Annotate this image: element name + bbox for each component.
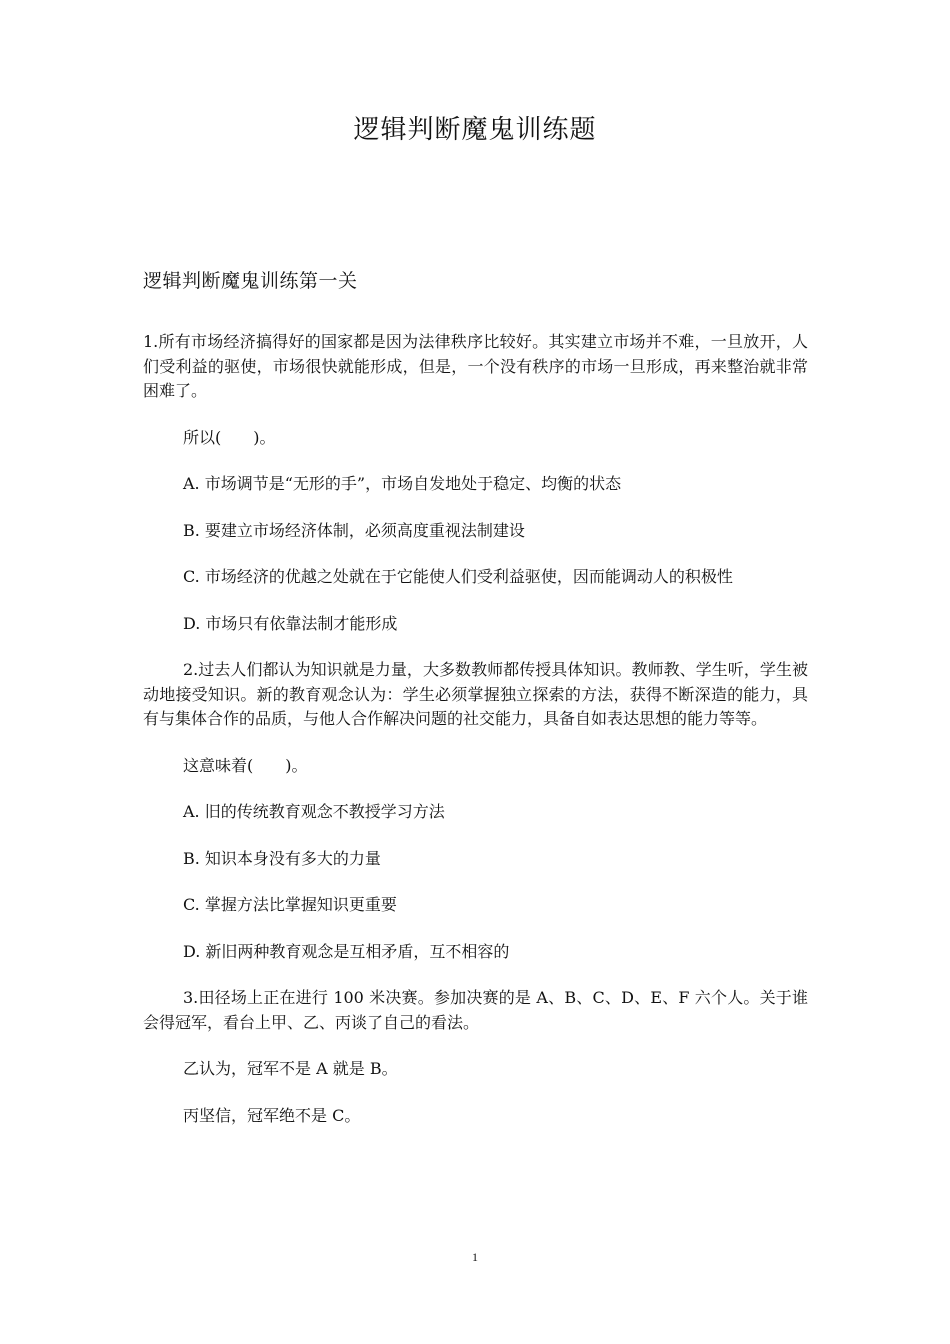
question-1-option-b: B. 要建立市场经济体制，必须高度重视法制建设 — [183, 520, 525, 540]
question-3-statement-yi: 乙认为，冠军不是 A 就是 B。 — [183, 1059, 398, 1078]
document-body — [143, 330, 808, 1150]
question-2-prompt: 这意味着( )。 — [183, 755, 308, 775]
question-2-option-c: C. 掌握方法比掌握知识更重要 — [183, 895, 397, 914]
question-2-option-b: B. 知识本身没有多大的力量 — [183, 848, 381, 868]
question-2-option-d: D. 新旧两种教育观念是互相矛盾，互不相容的 — [183, 941, 510, 961]
section-heading: 逻辑判断魔鬼训练第一关 — [143, 270, 358, 292]
question-3-stem: 3.田径场上正在进行 100 米决赛。参加决赛的是 A、B、C、D、E、F 六个人。关于谁会得冠军，看台上甲、乙、丙谈了自己的看法。 — [143, 988, 808, 1032]
page-number: 1 — [472, 1250, 478, 1264]
question-1-option-a: A. 市场调节是“无形的手”，市场自发地处于稳定、均衡的状态 — [183, 474, 622, 493]
question-1-prompt: 所以( )。 — [183, 427, 276, 447]
page-title: 逻辑判断魔鬼训练题 — [353, 115, 597, 145]
question-2-option-a: A. 旧的传统教育观念不教授学习方法 — [183, 802, 445, 821]
question-2-stem: 2.过去人们都认为知识就是力量，大多数教师都传授具体知识。教师教、学生听，学生被动地接受知识。新的教育观念认为：学生必须掌握独立探索的方法，获得不断深造的能力，具有与集体合作的品质，与他人合作解决问题的社交能力，具备自如表达思想的能力等等。 — [143, 660, 808, 728]
question-3-statement-bing: 丙坚信，冠军绝不是 C。 — [183, 1105, 361, 1125]
question-1-option-c: C. 市场经济的优越之处就在于它能使人们受利益驱使，因而能调动人的积极性 — [183, 567, 733, 586]
question-1-option-d: D. 市场只有依靠法制才能形成 — [183, 613, 398, 633]
question-1-stem: 1.所有市场经济搞得好的国家都是因为法律秩序比较好。其实建立市场并不难，一旦放开，人们受利益的驱使，市场很快就能形成，但是，一个没有秩序的市场一旦形成，再来整治就非常困难了。 — [143, 332, 808, 400]
